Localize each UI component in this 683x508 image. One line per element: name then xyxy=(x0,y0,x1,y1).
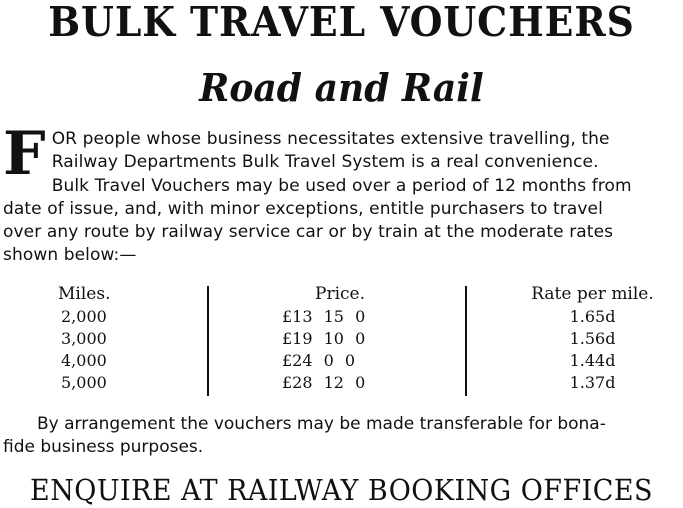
intro-paragraph xyxy=(3,119,683,268)
miles-cell: 2,000 xyxy=(61,307,107,326)
rates-table xyxy=(0,282,683,400)
price-cell: £24 0 0 xyxy=(282,351,356,370)
rate-column xyxy=(505,282,680,394)
rate-cell: 1.44d xyxy=(569,351,616,370)
drop-cap: F xyxy=(3,119,46,189)
rate-cell: 1.56d xyxy=(569,329,616,348)
column-divider xyxy=(207,286,209,396)
rate-cell: 1.37d xyxy=(569,373,616,392)
price-header: Price. xyxy=(315,284,365,304)
intro-line: Railway Departments Bulk Travel System is a real convenience. xyxy=(51,152,599,173)
miles-cell: 4,000 xyxy=(61,351,107,370)
price-cell: £28 12 0 xyxy=(282,373,366,392)
miles-cell: 5,000 xyxy=(61,373,107,392)
miles-cell: 3,000 xyxy=(61,329,107,348)
rate-cell: 1.65d xyxy=(569,307,616,326)
intro-line: OR people whose business necessitates extensive travelling, the xyxy=(51,129,610,149)
column-divider xyxy=(465,286,467,396)
price-column xyxy=(250,282,430,394)
intro-line: Bulk Travel Vouchers may be used over a period of 12 months from xyxy=(51,175,632,196)
price-cell: £19 10 0 xyxy=(282,329,366,348)
miles-column xyxy=(58,282,148,394)
intro-line: date of issue, and, with minor exceptions, entitle purchasers to travel xyxy=(3,198,603,219)
rate-header: Rate per mile. xyxy=(531,284,654,304)
transfer-paragraph xyxy=(3,413,683,459)
intro-line: over any route by railway service car or by train at the moderate rates xyxy=(3,222,614,243)
miles-header: Miles. xyxy=(58,284,111,304)
transfer-line: fide business purposes. xyxy=(3,437,204,457)
intro-line: shown below:— xyxy=(3,245,137,266)
headline: BULK TRAVEL VOUCHERS xyxy=(48,0,635,46)
booking-offices-tagline: ENQUIRE AT RAILWAY BOOKING OFFICES xyxy=(30,473,653,507)
subheading: Road and Rail xyxy=(199,65,484,110)
price-cell: £13 15 0 xyxy=(282,307,366,326)
transfer-line: By arrangement the vouchers may be made transferable for bona- xyxy=(37,414,606,434)
